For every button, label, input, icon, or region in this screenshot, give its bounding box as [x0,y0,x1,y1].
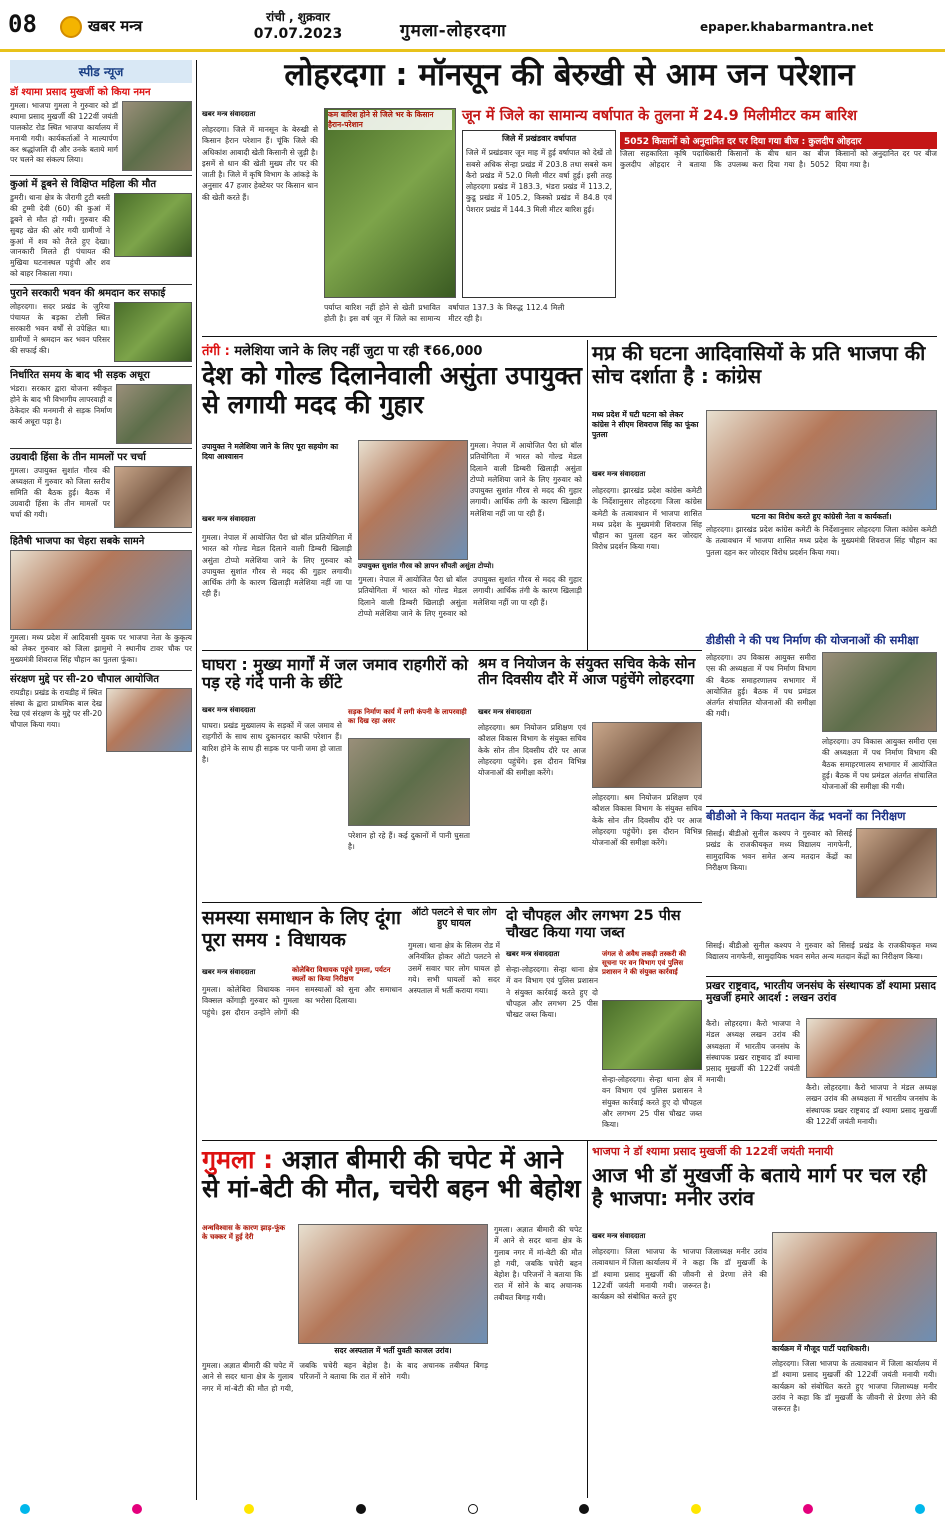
brief-body: गुमला। भाजपा गुमला ने गुरुवार को डॉ श्यामा प्रसाद मुखर्जी की 122वीं जयंती पालकोट रोड स्थित भाजपा कार्यालय में मनायी गयी। कार्यकर्ताओं ने माल्यार्पण कर श्रद्धांजलि दी और उनके बताये मार्ग पर चलने का संकल्प लिया। [10,101,118,165]
yellow-swatch-icon [691,1504,701,1514]
brief-photo [114,302,192,362]
chaupal-bullet: जंगल से अवैध लकड़ी तस्करी की सूचना पर वन विभाग एवं पुलिस प्रशासन ने की संयुक्त कार्रवाई [602,950,686,977]
left-column [10,60,192,1505]
rainfall-box-title: जिले में प्रखंडवार वर्षापात [501,134,577,143]
congress-headline: मप्र की घटना आदिवासियों के प्रति भाजपा की सोच दर्शाता है : कांग्रेस [592,341,926,388]
bureau-line: खबर मन्त्र संवाददाता [202,110,256,118]
section-divider [706,806,937,807]
congress-bullet: मध्य प्रदेश में घटी घटना को लेकर कांग्रेस ने सीएम शिवराज सिंह का फूंका पुतला [592,410,699,439]
chaupal-body: सेन्हा-लोहरदगा। सेन्हा थाना क्षेत्र में वन विभाग एवं पुलिस प्रशासन ने संयुक्त कार्रवाई करते हुए दो चौपहल और लगभग 25 पीस चौखट जब्त किया। [506,965,598,1019]
samasya-headline: समस्या समाधान के लिए दूंगा पूरा समय : विधायक [202,907,401,951]
brief-photo [106,688,192,752]
brief-photo [10,550,192,630]
gumla-body-continued: गुमला। अज्ञात बीमारी की चपेट में आने से सदर थाना क्षेत्र के गुलाब नगर में मां-बेटी की मौत हो गयी, जबकि चचेरी बहन बेहोश है। परिजनों ने बताया कि रात में सोने के बाद अचानक तबीयत बिगड़ गयी। [494,1225,582,1302]
ghaghra-caption: परेशान हो रहे हैं। कई दुकानों में पानी घुसता है। [348,831,470,852]
bdo-body: सिसई। बीडीओ सुनील कश्यप ने गुरुवार को सिसई प्रखंड के राजकीयकृत मध्य विद्यालय नागफेनी, सामुदायिक भवन समेत अन्य मतदान केंद्रों का निरीक्षण किया। [706,829,852,872]
brief-photo [122,101,192,171]
prakhar-photo [806,1018,937,1078]
lead-kicker: जून में जिले का सामान्य वर्षापात के तुलना में 24.9 मिलीमीटर कम बारिश [462,108,857,124]
bjp-body: लोहरदगा। जिला भाजपा के तत्वावधान में जिला कार्यालय में डॉ श्यामा प्रसाद मुखर्जी की 122वीं जयंती मनायी गयी। कार्यक्रम को संबोधित करते हुए भाजपा जिलाध्यक्ष मनीर उरांव ने कहा कि डॉ मुखर्जी के जीवनी से प्रेरणा लेने की जरूरत है। [592,1247,767,1301]
gumla-body: गुमला। अज्ञात बीमारी की चपेट में आने से सदर थाना क्षेत्र के गुलाब नगर में मां-बेटी की मौत हो गयी, जबकि चचेरी बहन बेहोश है। परिजनों ने बताया कि रात में सोने के बाद अचानक तबीयत बिगड़ गयी। [202,1361,488,1393]
congress-photo [706,410,937,510]
brief-headline: डॉ श्यामा प्रसाद मुखर्जी को किया नमन [10,87,151,98]
brief-photo [116,384,192,444]
epaper-link[interactable]: epaper.khabarmantra.net [700,20,874,34]
tangi-body-continued: गुमला। नेपाल में आयोजित पैरा थ्रो बॉल प्रतियोगिता में भारत को गोल्ड मेडल दिलाने वाली डिम्बरी खिलाड़ी असुंता टोप्पो मलेशिया जाने के लिए गुरुवार को उपायुक्त सुशांत गौरव से मदद की गुहार लगायी। आर्थिक तंगी के कारण खिलाड़ी मलेशिया नहीं जा पा रही हैं। [358,575,582,618]
tangi-photo [358,440,468,560]
ghaghra-body: घाघरा। प्रखंड मुख्यालय के सड़कों में जल जमाव से राहगीरों के साथ साथ दुकानदार काफी परेशान हैं। बारिश होने के साथ ही सड़क पर पानी जमा हो जाता है। [202,721,342,764]
tangi-kicker-label: तंगी : [202,344,230,359]
bureau-line: खबर मन्त्र संवाददाता [202,968,256,976]
lead-continued: पर्याप्त बारिश नहीं होने से खेती प्रभावित होती है। इस वर्ष जून में जिले का सामान्य वर्षापात 137.3 के विरुद्ध 112.4 मिली मीटर रही है। [324,303,565,324]
tangi-body: गुमला। नेपाल में आयोजित पैरा थ्रो बॉल प्रतियोगिता में भारत को गोल्ड मेडल दिलाने वाली डिम्बरी खिलाड़ी असुंता टोप्पो मलेशिया जाने के लिए गुरुवार को उपायुक्त सुशांत गौरव से मदद की गुहार लगायी। आर्थिक तंगी के कारण खिलाड़ी मलेशिया नहीं जा पा रही हैं। [202,533,352,599]
section-divider [202,902,702,903]
bdo-photo [856,828,937,898]
ddc-body-continued: लोहरदगा। उप विकास आयुक्त समीरा एस की अध्यक्षता में पथ निर्माण विभाग की बैठक समाहरणालय सभागार में आयोजित हुई। बैठक में पथ प्रमंडल अंतर्गत संचालित योजनाओं की समीक्षा की गयी। [822,737,937,791]
column-divider [587,340,588,650]
prakhar-body-continued: कैरो। लोहरदगा। कैरो भाजपा ने मंडल अध्यक्ष लखन उरांव की अध्यक्षता में भारतीय जनसंघ के संस्थापक प्रखर राष्ट्रवाद डॉ श्यामा प्रसाद मुखर्जी की 122वीं जयंती मनायी। [806,1083,937,1126]
brief-headline: उग्रवादी हिंसा के तीन मामलों पर चर्चा [10,448,192,464]
bdo-headline: बीडीओ ने किया मतदान केंद्र भवनों का निरीक्षण [706,809,906,823]
tangi-kicker: मलेशिया जाने के लिए नहीं जुटा पा रही ₹66,000 [234,344,483,359]
lead-body: लोहरदगा। जिले में मानसून के बेरुखी से किसान हैरान परेशान हैं। चूंकि जिले की अधिकांश आबादी खेती किसानी से जुड़ी है। इसमें से धान की खेती मुख्य तौर पर की जाती है। जिले में कृषि विभाग के आंकड़े के अनुसार 47 हजार हेक्टेयर पर किसान धान की खेती करते हैं। [202,125,318,202]
chaupal-headline: दो चौपहल और लगभग 25 पीस चौखट किया गया जब्त [506,908,681,941]
congress-photo-caption: घटना का विरोध करते हुए कांग्रेसी नेता व कार्यकर्ता। [751,512,892,521]
seeds-body: जिला सहकारिता कृषि पदाधिकारी कुलदीप ओहदार ने बताया कि किसानों के बीच धान का बीज उपलब्ध करा दिया गया है। 5052 किसानों को अनुदानित दर पर बीज दिया गया है। [620,149,937,170]
section-divider [202,1140,937,1141]
lead-headline: लोहरदगा : मॉनसून की बेरुखी से आम जन परेशान [284,57,855,93]
seeds-banner: 5052 किसानों को अनुदानित दर पर दिया गया बीज : कुलदीप ओहदार [620,132,937,149]
ddc-body: लोहरदगा। उप विकास आयुक्त समीरा एस की अध्यक्षता में पथ निर्माण विभाग की बैठक समाहरणालय सभागार में आयोजित हुई। बैठक में पथ प्रमंडल अंतर्गत संचालित योजनाओं की समीक्षा की गयी। [706,653,816,719]
lead-photo [324,108,456,298]
brief-body: भंडरा। सरकार द्वारा योजना स्वीकृत होने के बाद भी विभागीय लापरवाही व ठेकेदार की मनमानी से सड़क निर्माण कार्य अधूरा पड़ा है। [10,384,112,426]
bureau-line: खबर मन्त्र संवाददाता [592,1232,646,1240]
congress-body: लोहरदगा। झारखंड प्रदेश कांग्रेस कमेटी के निर्देशानुसार लोहरदगा जिला कांग्रेस कमेटी के तत्वावधान में भाजपा शासित मध्य प्रदेश के मुख्यमंत्री शिवराज सिंह चौहान का पुतला दहन कर जोरदार विरोध प्रदर्शन किया गया। [592,486,702,552]
bdo-body-continued: सिसई। बीडीओ सुनील कश्यप ने गुरुवार को सिसई प्रखंड के राजकीयकृत मध्य विद्यालय नागफेनी, सामुदायिक भवन समेत अन्य मतदान केंद्रों का निरीक्षण किया। [706,941,937,962]
prakhar-headline: प्रखर राष्ट्रवाद, भारतीय जनसंघ के संस्थापक डॉ श्यामा प्रसाद मुखर्जी हमारे आदर्श : लखन उरांव [706,980,936,1005]
auto-body: गुमला। थाना क्षेत्र के सिलम रोड में अनियंत्रित होकर ऑटो पलटने से उसमें सवार चार लोग घायल हो गये। सभी घायलों को सदर अस्पताल में भर्ती कराया गया। [408,941,500,995]
ddc-headline: डीडीसी ने की पथ निर्माण की योजनाओं की समीक्षा [706,633,919,647]
brief-headline: निर्धारित समय के बाद भी सड़क अधूरा [10,366,192,382]
tangi-side-body: गुमला। नेपाल में आयोजित पैरा थ्रो बॉल प्रतियोगिता में भारत को गोल्ड मेडल दिलाने वाली डिम्बरी खिलाड़ी असुंता टोप्पो मलेशिया जाने के लिए गुरुवार को उपायुक्त सुशांत गौरव से मदद की गुहार लगायी। आर्थिक तंगी के कारण खिलाड़ी मलेशिया नहीं जा पा रही हैं। [470,441,582,518]
brief-headline: हितैषी भाजपा का चेहरा सबके सामने [10,532,192,548]
bureau-line: खबर मन्त्र संवाददाता [592,470,646,478]
speed-news-banner: स्पीड न्यूज [10,60,192,83]
magenta-swatch-icon [132,1504,142,1514]
brief-photo [114,466,192,528]
brief-headline: पुराने सरकारी भवन की श्रमदान कर सफाई [10,284,192,300]
page-title: गुमला-लोहरदगा [400,21,507,41]
bureau-line: खबर मन्त्र संवाददाता [478,708,532,716]
section-divider [706,976,937,977]
rainfall-box-body: जिले में प्रखंडवार जून माह में हुई वर्षापात को देखें तो सबसे अधिक सेन्हा प्रखंड में 203.8 तथा सबसे कम कैरो प्रखंड में 52.0 मिली मीटर वर्षा हुई। इसी तरह लोहरदगा प्रखंड में 183.3, भंडरा प्रखंड में 113.2, कुडू प्रखंड में 105.2, किस्को प्रखंड में 84.8 एवं पेशरार प्रखंड में 144.3 मिली मीटर बारिश हुई। [466,148,612,214]
gumla-bullet: अन्धविश्वास के कारण झाड़-फूंक के चक्कर में हुई देरी [202,1224,286,1242]
auto-headline: ऑटो पलटने से चार लोग हुए घायल [411,907,497,929]
brief-headline: कुआं में डूबने से विक्षिप्त महिला की मौत [10,175,192,191]
bureau-line: खबर मन्त्र संवाददाता [506,950,560,958]
congress-body-continued: लोहरदगा। झारखंड प्रदेश कांग्रेस कमेटी के निर्देशानुसार लोहरदगा जिला कांग्रेस कमेटी के तत्वावधान में भाजपा शासित मध्य प्रदेश के मुख्यमंत्री शिवराज सिंह चौहान का पुतला दहन कर जोरदार विरोध प्रदर्शन किया गया। [706,525,937,557]
section-divider [202,336,937,337]
print-registration-bar [0,1500,945,1517]
ddc-photo [822,652,937,732]
shram-body-continued: लोहरदगा। श्रम नियोजन प्रशिक्षण एवं कौशल विकास विभाग के संयुक्त सचिव केके सोन तीन दिवसीय दौरे पर आज लोहरदगा पहुंचेंगे। इस दौरान विभिन्न योजनाओं की समीक्षा करेंगे। [592,793,702,847]
brand-logo-icon [60,16,82,38]
bjp-photo [772,1232,937,1342]
brand-name: खबर मन्त्र [88,17,143,35]
brief-headline: संरक्षण मुद्दे पर सी-20 चौपाल आयोजित [10,670,192,686]
tangi-headline: देश को गोल्ड दिलानेवाली असुंता उपायुक्त से लगायी मदद की गुहार [202,361,582,419]
brief-body: लोहरदगा। सदर प्रखंड के जुरिया पंचायत के बड़का टोली स्थित सरकारी भवन वर्षों से उपेक्षित था। ग्रामीणों ने श्रमदान कर भवन परिसर की सफाई की। [10,302,110,355]
bureau-line: खबर मन्त्र संवाददाता [202,706,256,714]
bjp-kicker: भाजपा ने डॉ श्यामा प्रसाद मुखर्जी की 122वीं जयंती मनायी [592,1145,834,1158]
chaupal-body-continued: सेन्हा-लोहरदगा। सेन्हा थाना क्षेत्र में वन विभाग एवं पुलिस प्रशासन ने संयुक्त कार्रवाई करते हुए दो चौपहल और लगभग 25 पीस चौखट जब्त किया। [602,1075,702,1129]
bjp-photo-caption: कार्यक्रम में मौजूद पार्टी पदाधिकारी। [772,1344,870,1353]
column-divider [587,1140,588,1498]
gumla-headline: अज्ञात बीमारी की चपेट में आने से मां-बेटी की मौत, चचेरी बहन भी बेहोश [202,1145,581,1203]
shram-photo [592,722,702,788]
ghaghra-bullet: सड़क निर्माण कार्य में लगी कंपनी के लापरवाही का दिख रहा असर [348,708,467,726]
bjp-headline: आज भी डॉ मुखर्जी के बताये मार्ग पर चल रही है भाजपा: मनीर उरांव [592,1163,927,1210]
page-number: 08 [8,10,37,38]
crosshair-icon [468,1504,478,1514]
black-swatch-icon [579,1504,589,1514]
samasya-bullet: कोलेबिरा विधायक पहुंचे गुमला, पर्यटन स्थलों का किया निरीक्षण [292,966,391,984]
issue-date: 07.07.2023 [253,26,343,42]
gumla-headline-block [202,1146,582,1204]
section-divider [202,650,702,651]
column-divider [196,60,197,1500]
prakhar-body: कैरो। लोहरदगा। कैरो भाजपा ने मंडल अध्यक्ष लखन उरांव की अध्यक्षता में भारतीय जनसंघ के संस्थापक प्रखर राष्ट्रवाद डॉ श्यामा प्रसाद मुखर्जी की 122वीं जयंती मनायी। [706,1019,800,1085]
tangi-photo-caption: उपायुक्त सुशांत गौरव को ज्ञापन सौंपती असुंता टोप्पो। [358,562,494,570]
samasya-body: गुमला। कोलेबिरा विधायक नमन विक्सल कोंगाड़ी गुरुवार को गुमला पहुंचे। इस दौरान उन्होंने लोगों की समस्याओं को सुना और समाधान का भरोसा दिलाया। [202,985,402,1017]
gumla-photo-caption: सदर अस्पताल में भर्ती युवती काजल उरांव। [334,1346,452,1355]
lead-photo-caption: कम बारिश होने से जिले भर के किसान हैरान-परेशान [328,110,452,130]
gumla-kicker: गुमला : [202,1145,274,1174]
rainfall-box [462,130,616,298]
brief-body: डुमरी। थाना क्षेत्र के जैरागी टुटी बस्ती की टुम्मी देवी (60) की कुआं में डूबने से मौत हो गयी। गुरुवार की सुबह खेत की ओर गयी ग्रामीणों ने कुआं में शव को तैरते हुए देखा। जानकारी मिलते ही पंचायत की मुखिया घटनास्थल पहुंची और शव को बाहर निकाला गया। [10,193,110,279]
yellow-swatch-icon [244,1504,254,1514]
cyan-swatch-icon [915,1504,925,1514]
cyan-swatch-icon [20,1504,30,1514]
shram-body: लोहरदगा। श्रम नियोजन प्रशिक्षण एवं कौशल विकास विभाग के संयुक्त सचिव केके सोन तीन दिवसीय दौरे पर आज लोहरदगा पहुंचेंगे। इस दौरान विभिन्न योजनाओं की समीक्षा करेंगे। [478,723,586,777]
brief-photo [114,193,192,257]
ghaghra-headline: घाघरा : मुख्य मार्गों में जल जमाव राहगीरों को पड़ रहे गंदे पानी के छींटे [202,655,469,693]
brief-body: रायडीह। प्रखंड के रायडीह में स्थित संस्था के द्वारा प्राथमिक बाल देख रेख एवं संरक्षण के मुद्दे पर सी-20 चौपाल किया गया। [10,687,102,730]
brief-body: गुमला। उपायुक्त सुशांत गौरव की अध्यक्षता में गुरुवार को जिला स्तरीय समिति की बैठक हुई। बैठक में उग्रवादी हिंसा के तीन मामलों पर चर्चा की गयी। [10,466,110,519]
tangi-kicker-row [202,341,582,359]
shram-headline: श्रम व नियोजन के संयुक्त सचिव केके सोन तीन दिवसीय दौरे में आज पहुंचेंगे लोहरदगा [478,656,696,689]
black-swatch-icon [356,1504,366,1514]
gumla-photo [298,1224,488,1344]
bureau-line: खबर मन्त्र संवाददाता [202,515,256,523]
tangi-bullet: उपायुक्त ने मलेशिया जाने के लिए पूरा सहयोग का दिया आश्वासन [202,442,339,461]
brief-body: गुमला। मध्य प्रदेश में आदिवासी युवक पर भाजपा नेता के कुकृत्य को लेकर गुरुवार को जिला झामुमो ने स्थानीय टावर चौक पर मुख्यमंत्री शिवराज सिंह चौहान का पुतला फूंका। [10,633,192,664]
chaupal-photo [602,1000,702,1070]
city-day: रांची , शुक्रवार [266,10,330,24]
magenta-swatch-icon [803,1504,813,1514]
bjp-body-continued: लोहरदगा। जिला भाजपा के तत्वावधान में जिला कार्यालय में डॉ श्यामा प्रसाद मुखर्जी की 122वीं जयंती मनायी गयी। कार्यक्रम को संबोधित करते हुए भाजपा जिलाध्यक्ष मनीर उरांव ने कहा कि डॉ मुखर्जी के जीवनी से प्रेरणा लेने की जरूरत है। [772,1359,937,1413]
ghaghra-photo [348,738,470,826]
